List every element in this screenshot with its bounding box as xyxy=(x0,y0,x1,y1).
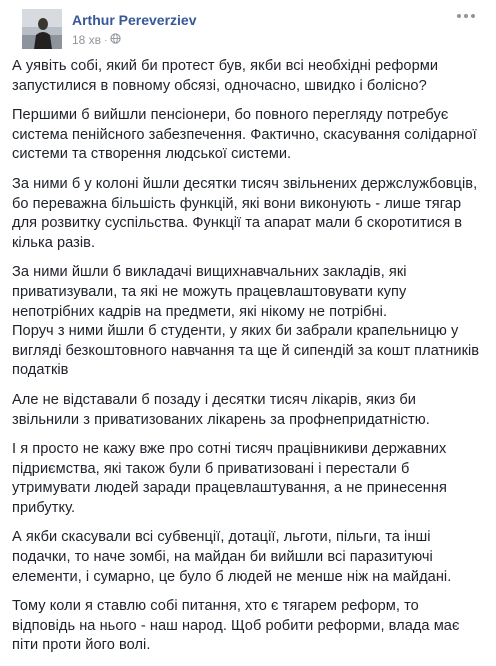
post-paragraph: Першими б вийшли пенсіонери, бо повного перегляду потребує система пенійсного забезпечення. Фактично, скасування солідарної системи та створення людської системи. xyxy=(12,107,477,163)
post-meta xyxy=(72,33,121,47)
post-body xyxy=(12,57,482,666)
more-options-icon[interactable] xyxy=(454,6,478,26)
post-paragraph: Поруч з ними йшли б студенти, у яких би забрали крапельницю у вигляді безкоштовного навчання та ще й сипендій за кошт платників податків xyxy=(12,323,480,379)
post-paragraph: Але не відставали б позаду і десятки тисяч лікарів, якиз би звільнили з приватизованих лікарень за профнепридатністю. xyxy=(12,391,430,428)
post-paragraph: А якби скасували всі субвенції, дотації, льготи, пільги, та інші подачки, то наче зомбі, на майдан би вийшли всі паразитуючі елементи, і сумарно, це було б людей не менше ніж на майдані. xyxy=(12,529,452,585)
globe-icon[interactable] xyxy=(110,33,121,47)
avatar[interactable] xyxy=(22,9,62,49)
post-paragraph: За ними йшли б викладачі вищихнавчальних закладів, які приватизували, та які не можуть працевлаштовувати купу непотрібних кадрів на предмети, які нікому не потрібні. xyxy=(12,264,407,320)
author-name[interactable]: Arthur Pereverziev xyxy=(72,12,197,28)
post-header xyxy=(12,0,484,56)
post-paragraph: Тому коли я ставлю собі питання, хто є тягарем реформ, то відповідь на нього - наш народ. Щоб робити реформи, влада має піти проти його волі. xyxy=(12,598,460,654)
post-paragraph: За ними б у колоні йшли десятки тисяч звільнених держслужбовців, бо переважна більшість функцій, які вони виконують - лише тягар для розвитку суспільства. Функції та апарат мали б скоротитися в кілька разів. xyxy=(12,175,478,251)
post-paragraph: І я просто не кажу вже про сотні тисяч працівникиви державних підриємства, які також були б приватизовані і перестали б утримувати людей заради працевлаштування, а не принесення прибутку. xyxy=(12,441,447,516)
separator-dot: · xyxy=(104,34,108,46)
post-paragraph: А уявіть собі, який би протест був, якби всі необхідні реформи запустилися в повному обсязі, одночасно, швидко і болісно? xyxy=(12,58,439,94)
post-timestamp[interactable]: 18 хв xyxy=(72,33,102,47)
avatar-photo xyxy=(22,9,62,49)
